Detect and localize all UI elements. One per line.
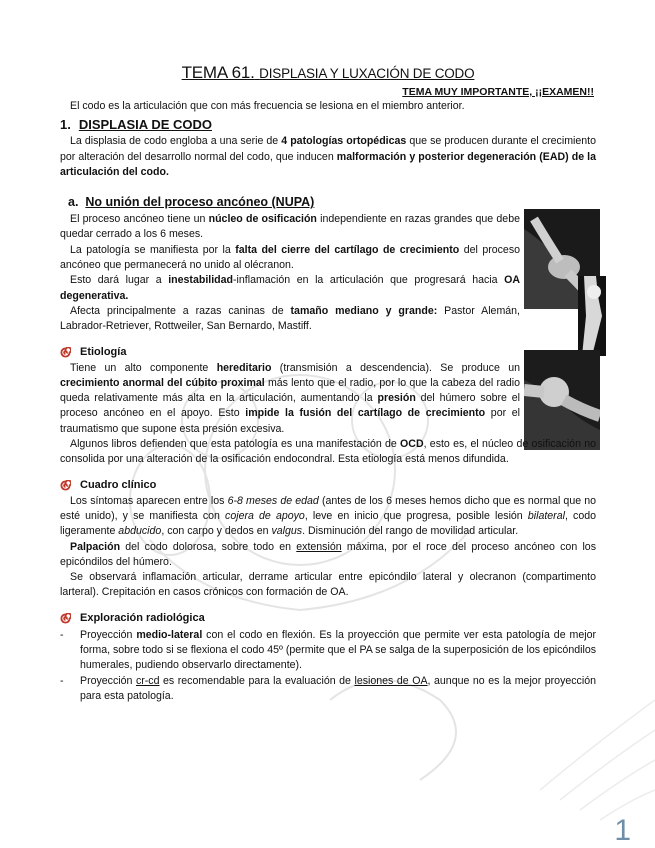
title-sub: DISPLASIA Y LUXACIÓN DE CODO — [259, 66, 475, 81]
radio-list — [60, 628, 596, 704]
nupa-paragraph-2: La patología se manifiesta por la falta del cierre del cartílago de crecimiento del proceso ancóneo que permanecerá no unido al olécranon. — [60, 243, 521, 272]
etiologia-title: Etiología — [80, 345, 127, 358]
etiologia-paragraph-1: Tiene un alto componente hereditario (transmisión a descendencia). Se produce un crecimiento anormal del cúbito proximal más lento que el radio, por lo que la cabeza del radio queda relativamente más alta en la articulación, aumentando la presión del húmero sobre el proceso ancóneo en el apoyo. Esto impide la fusión del cartílago de crecimiento por el traumatismo que supone esta presión excesiva. — [60, 361, 521, 435]
section-heading-1 — [60, 116, 596, 133]
intro-paragraph: El codo es la articulación que con más frecuencia se lesiona en el miembro anterior. — [70, 100, 465, 112]
page-title — [60, 62, 596, 85]
nupa-paragraph-3: Esto dará lugar a inestabilidad-inflamación en la articulación que progresará hacia OA degenerativa. — [60, 274, 521, 302]
clinico-paragraph-2: Palpación del codo dolorosa, sobre todo en extensión máxima, por el roce del proceso ancóneo con los epicóndilos del húmero. — [60, 540, 596, 568]
nupa-paragraph-1: El proceso ancóneo tiene un núcleo de osificación independiente en razas grandes que debe quedar cerrado a los 6 meses. — [60, 213, 520, 241]
clinico-paragraph-3: Se observará inflamación articular, derrame articular entre epicóndilo lateral y olecranon (compartimento larteral). Crepitación en casos crónicos con formación de OA. — [60, 571, 596, 599]
nupa-paragraph-4: Afecta principalmente a razas caninas de tamaño mediano y grande: Pastor Alemán, Labrador-Retriever, Rottweiler, San Bernardo, Mastiff. — [60, 304, 520, 333]
nupa-block — [60, 212, 520, 334]
important-note: TEMA MUY IMPORTANTE, ¡¡EXAMEN!! — [402, 86, 594, 98]
section-number: 1. — [60, 117, 71, 133]
etiologia-paragraph-2: Algunos libros defienden que esta patología es una manifestación de OCD, esto es, el núcleo de osificación no consolida por una alteración de la osificación endocondral. Esta etiología está menos difundida. — [60, 438, 597, 466]
list-item: - Proyección medio-lateral con el codo en flexión. Es la proyección que permite ver esta patología de mejor forma, sobre todo si se flexiona el codo 45º (permite que el PA se salga de la superposición de los epicóndilos humerales, pudiendo observarlo directamente). — [60, 628, 597, 672]
section-1-paragraph: La displasia de codo engloba a una serie de 4 patologías ortopédicas que se producen durante el crecimiento por alteración del desarrollo normal del codo, que inducen malformación y posterior degeneración (EAD) de la articulación del codo. — [60, 135, 596, 178]
title-main: TEMA 61. — [181, 63, 255, 82]
clinico-title: Cuadro clínico — [80, 478, 157, 491]
subsection-letter: a. — [68, 195, 79, 210]
subsection-title: No unión del proceso ancóneo (NUPA) — [85, 195, 315, 210]
swirl-icon — [60, 480, 71, 491]
etiologia-heading — [60, 345, 596, 360]
clinico-paragraph-1: Los síntomas aparecen entre los 6-8 meses de edad (antes de los 6 meses hemos dicho que es normal que no esté unido), y se manifiesta con cojera de apoyo, leve en inicio que progresa, posible lesión bilateral, codo ligeramente abducido, con carpo y dedos en valgus. Disminución del rango de movilidad articular. — [60, 494, 597, 538]
radio-heading — [60, 611, 596, 626]
page-content — [60, 62, 596, 704]
radio-title: Exploración radiológica — [80, 611, 205, 624]
swirl-icon — [60, 347, 71, 358]
etiologia-block — [60, 361, 520, 437]
section-title: DISPLASIA DE CODO — [78, 117, 212, 133]
list-item: - Proyección cr-cd es recomendable para la evaluación de lesiones de OA, aunque no es la mejor proyección para esta patología. — [60, 674, 596, 702]
clinico-heading — [60, 478, 596, 493]
subsection-heading-a — [68, 194, 596, 211]
page-number: 1 — [614, 813, 631, 847]
swirl-icon — [60, 613, 71, 624]
